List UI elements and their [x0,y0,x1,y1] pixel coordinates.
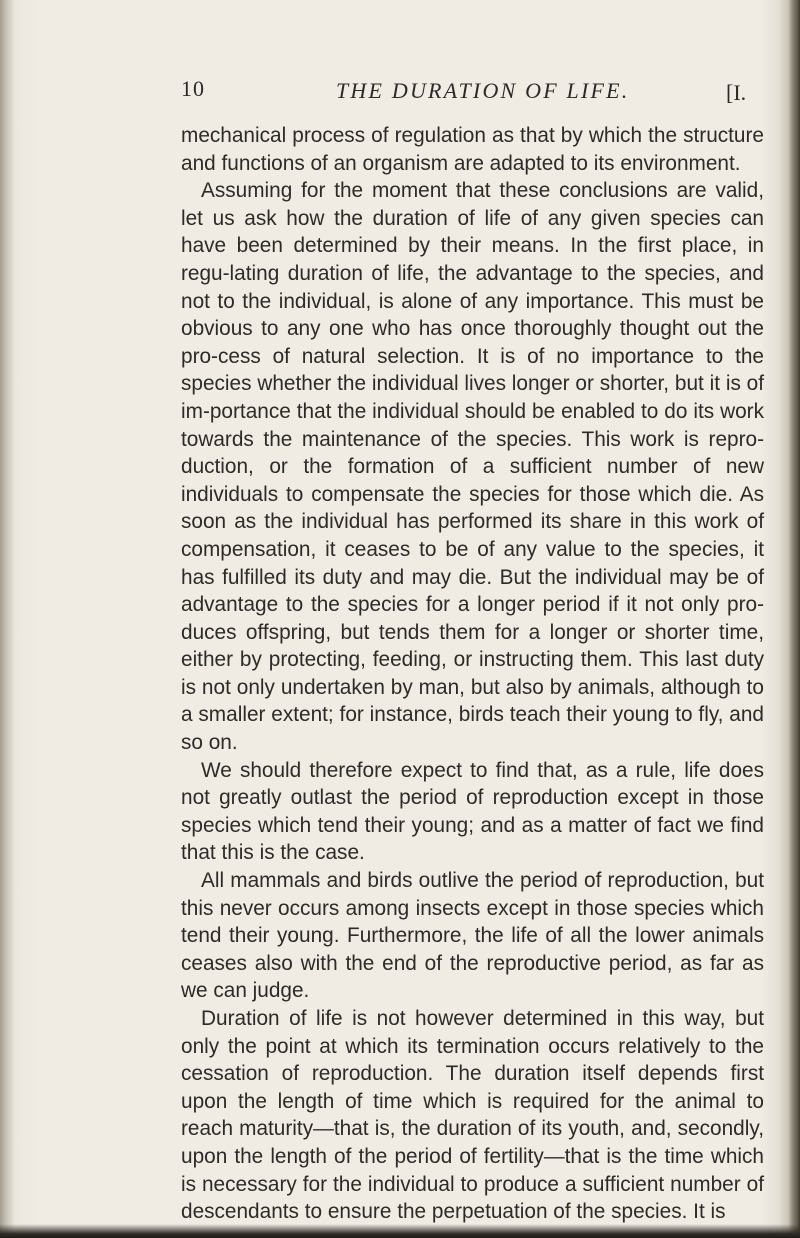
section-mark: [I. [726,80,747,105]
paragraph: Duration of life is not however determined in this way, but only the point at which its termination occurs relatively to the cessation of reproduction. The duration itself depends first upon the length of time which is required for the animal to reach maturity—that is, the duration of its youth, and, secondly, upon the length of the period of fertility—that is the time which is necessary for the individual to produce a sufficient number of descendants to ensure the perpetuation of the species. It is [181,1007,764,1224]
running-title: THE DURATION OF LIFE. [336,78,630,103]
paragraph: Assuming for the moment that these conclusions are valid, let us ask how the duration of life of any given species can have been determined by their means. In the first place, in regu-lating duration of life, the advantage to the species, and not to the individual, is alone of any importance. This must be obvious to any one who has once thoroughly thought out the pro-cess of natural selection. It is of no importance to the species whether the individual lives longer or shorter, but it is of im-portance that the individual should be enabled to do its work towards the maintenance of the species. This work is repro-duction, or the formation of a sufficient number of new individuals to compensate the species for those which die. As soon as the individual has performed its share in this work of compensation, it ceases to be of any value to the species, it has fulfilled its duty and may die. But the individual may be of advantage to the species for a longer period if it not only pro-duces offspring, but tends them for a longer or shorter time, either by protecting, feeding, or instructing them. This last duty is not only undertaken by man, but also by animals, although to a smaller extent; for instance, birds teach their young to fly, and so on. [181,179,764,755]
page-number: 10 [181,76,205,101]
page-gutter-shadow [0,0,14,1238]
body-text [181,122,764,1226]
paragraph: We should therefore expect to find that, as a rule, life does not greatly outlast the period of reproduction except in those species which tend their young; and as a matter of fact we find that this is the case. [181,758,764,865]
paragraph: mechanical process of regulation as that by which the structure and functions of an organism are adapted to its environment. [181,124,764,175]
paragraph: All mammals and birds outlive the period of reproduction, but this never occurs among insects except in those species which tend their young. Furthermore, the life of all the lower animals ceases also with the end of the reproductive period, as far as we can judge. [181,869,764,1003]
running-header [181,76,781,112]
page-edge-shadow [788,0,800,1238]
page-bottom-shadow [0,1224,800,1238]
